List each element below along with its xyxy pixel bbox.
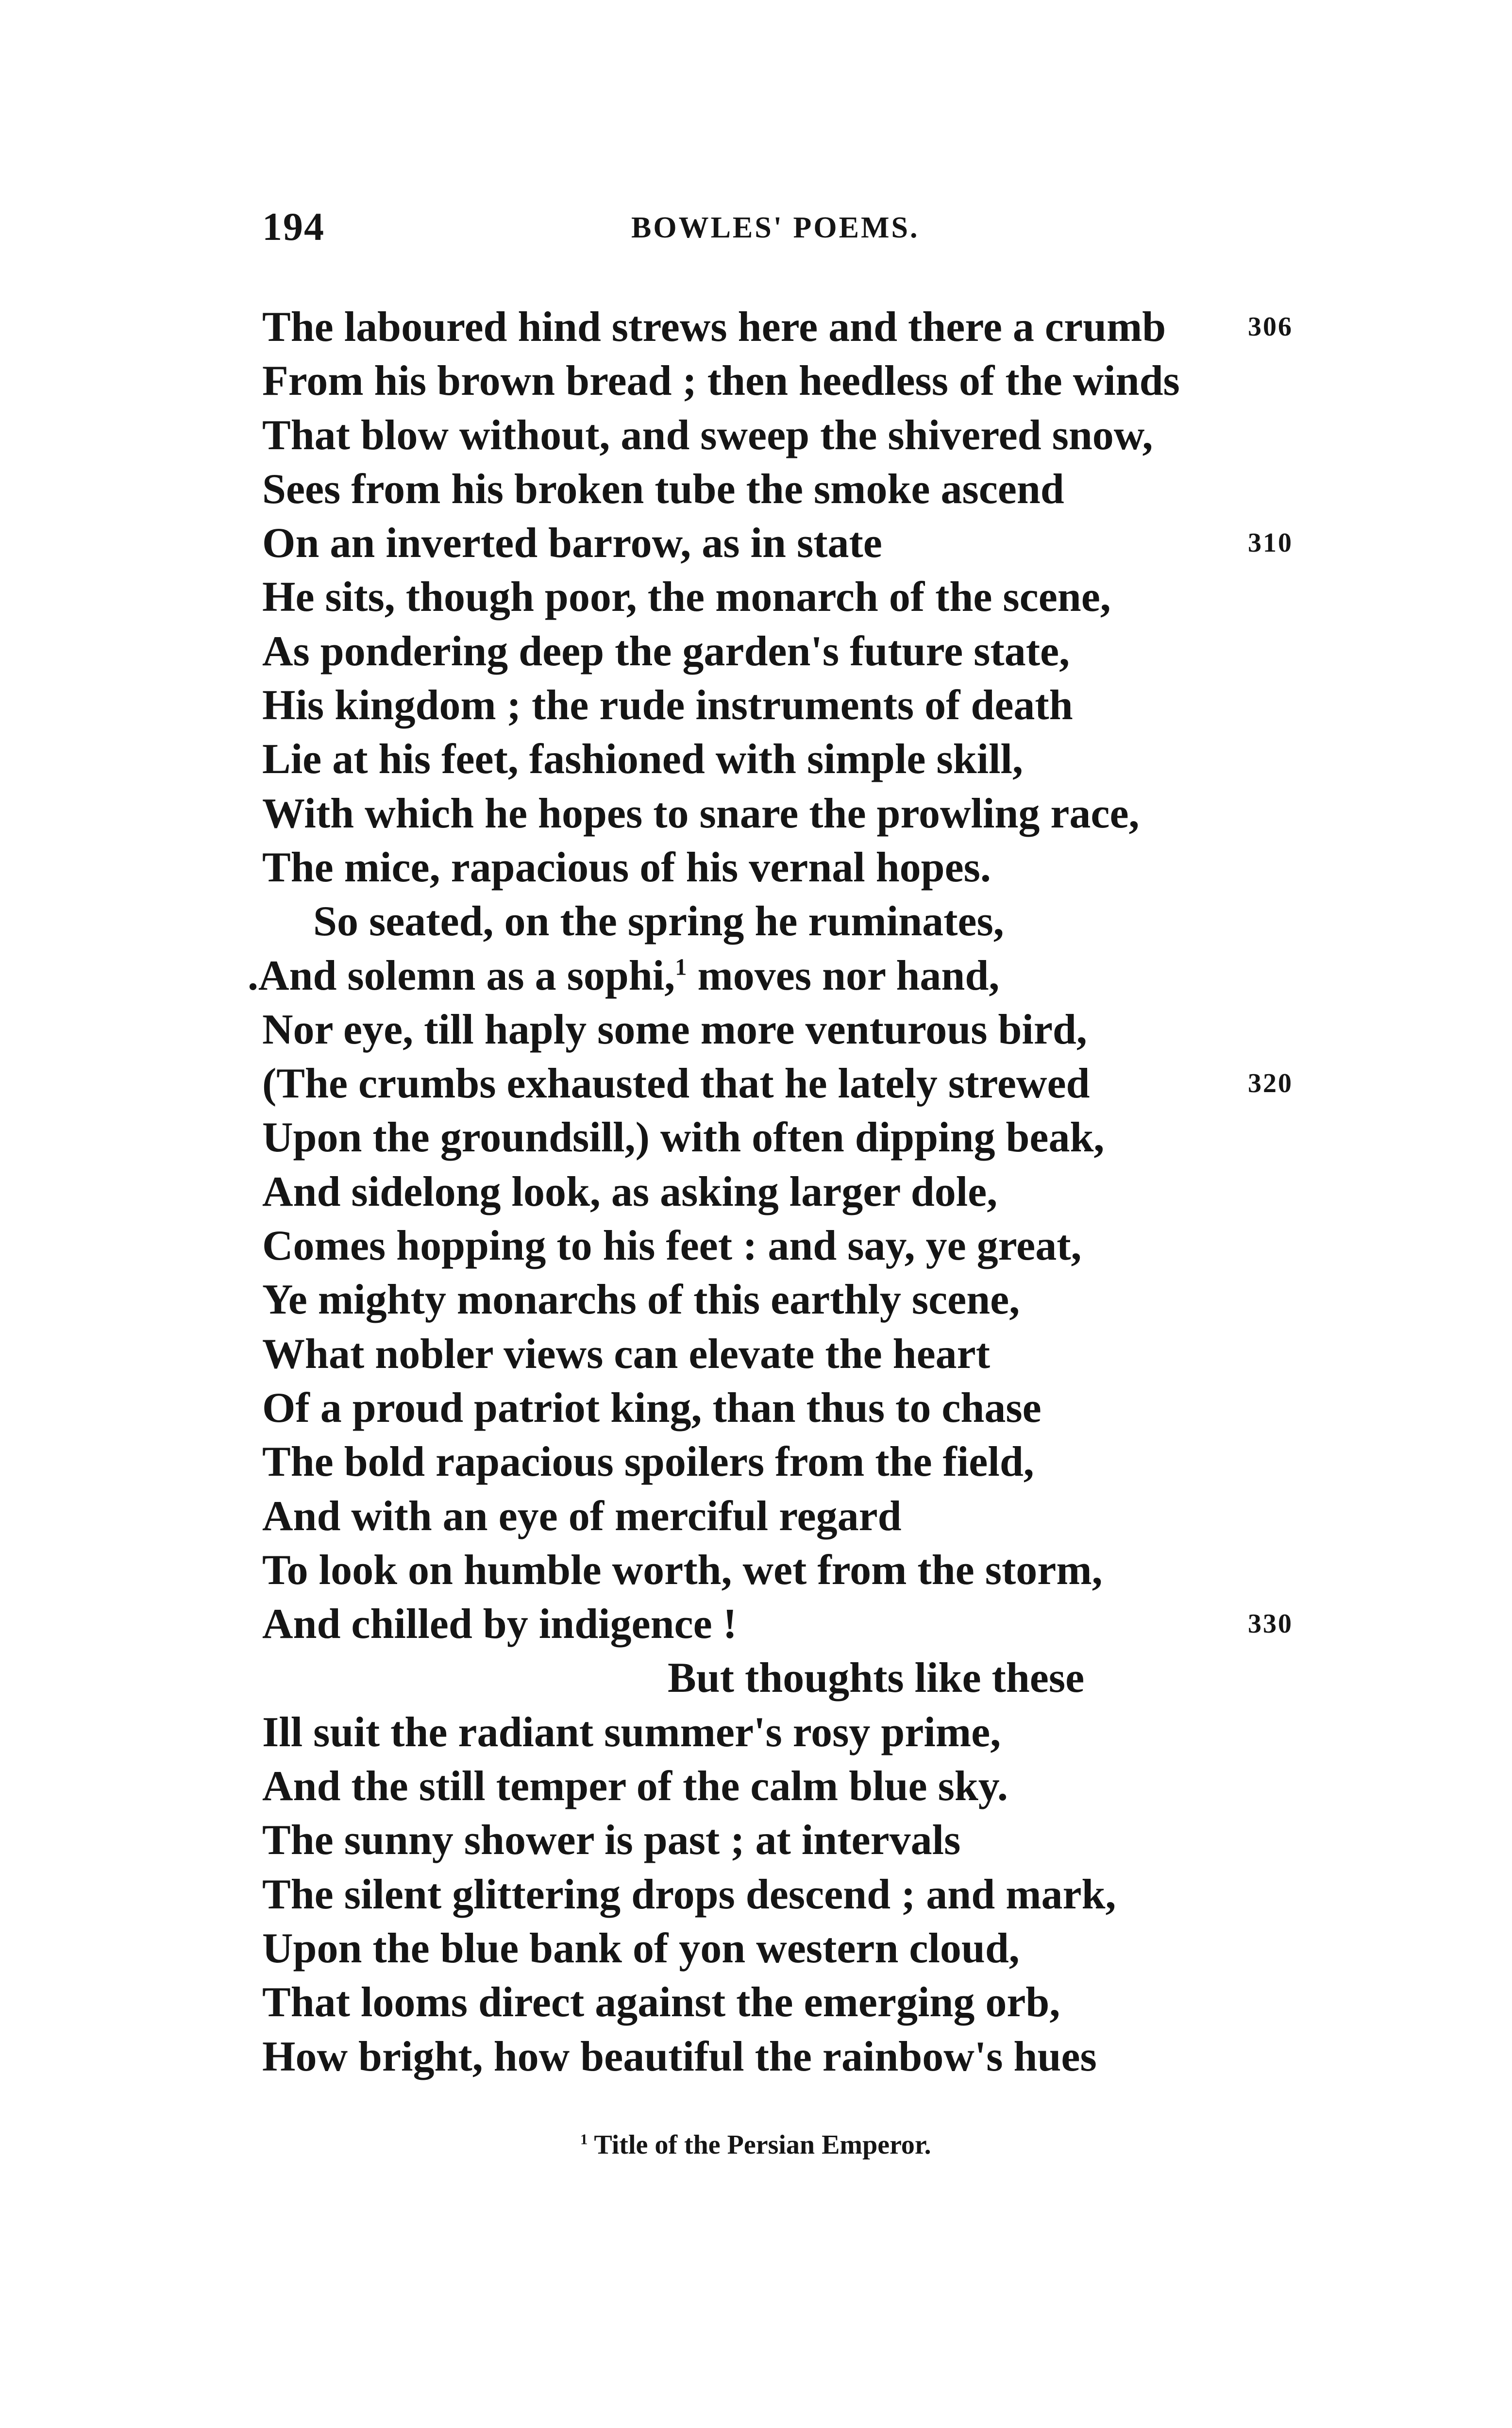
poem-line-main: On an inverted barrow, as in state (262, 520, 882, 567)
running-head: BOWLES' POEMS. (631, 211, 920, 244)
poem-line (262, 1111, 1321, 1164)
poem-line-text (262, 1543, 1103, 1597)
poem-line-text (262, 1273, 1020, 1327)
poem-line (262, 300, 1321, 354)
poem-line-text (262, 300, 1166, 354)
poem-line-main: That blow without, and sweep the shivered snow, (262, 411, 1153, 459)
poem-line (262, 732, 1321, 786)
poem-line-text (262, 1327, 990, 1381)
poem-line-text (262, 516, 882, 570)
poem-line-text (262, 624, 1070, 678)
poem-line (262, 1975, 1321, 2029)
poem-line (262, 354, 1321, 408)
poem-line (262, 1003, 1321, 1057)
line-number: 320 (1248, 1068, 1293, 1099)
poem-line (262, 1597, 1321, 1651)
poem-line-main: As pondering deep the garden's future state, (262, 627, 1070, 675)
poem-line-text (262, 1868, 1116, 1922)
poem-line-main: That looms direct against the emerging orb, (262, 1979, 1060, 2026)
poem-line-continuation: moves nor hand, (687, 952, 1000, 999)
poem-line-text (262, 1975, 1060, 2029)
line-number: 306 (1248, 312, 1293, 342)
poem-line-main: (The crumbs exhausted that he lately strewed (262, 1060, 1090, 1108)
poem-line (262, 1057, 1321, 1111)
poem-line-main: The silent glittering drops descend ; and mark, (262, 1871, 1116, 1918)
poem-line-text (262, 1759, 1008, 1813)
poem-line-text (262, 1705, 1001, 1759)
poem-line-text (262, 408, 1153, 462)
poem-line (248, 949, 1321, 1003)
footnote-reference: 1 (675, 954, 687, 980)
poem-line-main: Upon the groundsill,) with often dipping beak, (262, 1114, 1105, 1162)
poem-line-main: What nobler views can elevate the heart (262, 1330, 991, 1378)
poem-line-main: His kingdom ; the rude instruments of death (262, 682, 1073, 729)
page-header (262, 204, 1296, 257)
footnote-marker: 1 (580, 2131, 588, 2148)
poem-line-text (262, 1111, 1104, 1164)
poem-line-text (262, 2030, 1097, 2084)
poem-line-main: Ye mighty monarchs of this earthly scene, (262, 1276, 1020, 1324)
poem-line-text (262, 354, 1180, 408)
poem-line (262, 1273, 1321, 1327)
poem-line-main: Sees from his broken tube the smoke ascend (262, 465, 1064, 513)
poem-line-text (262, 1597, 737, 1651)
poem-line-text (262, 732, 1023, 786)
poem-line (262, 1543, 1321, 1597)
poem-line-text (262, 678, 1073, 732)
poem-line-text (262, 1003, 1087, 1057)
poem-line (262, 1759, 1321, 1813)
poem-line-main: Of a proud patriot king, than thus to chase (262, 1384, 1042, 1432)
poem-line-text (262, 1381, 1042, 1435)
poem-line (262, 570, 1321, 624)
poem-line-main: Nor eye, till haply some more venturous bird, (262, 1006, 1087, 1053)
line-number: 310 (1248, 528, 1293, 558)
poem-line-main: The mice, rapacious of his vernal hopes. (262, 843, 991, 891)
poem-line-text (313, 894, 1004, 948)
poem-line-main: From his brown bread ; then heedless of the winds (262, 357, 1180, 405)
poem-line-main: Upon the blue bank of yon western cloud, (262, 1924, 1020, 1972)
poem-line (262, 1705, 1321, 1759)
poem-line-main: The laboured hind strews here and there a crumb (262, 304, 1166, 351)
poem-line-text (668, 1651, 1084, 1705)
poem-line-main: So seated, on the spring he ruminates, (313, 898, 1004, 945)
poem-line-main: And with an eye of merciful regard (262, 1492, 902, 1540)
poem-line-main: Ill suit the radiant summer's rosy prime, (262, 1708, 1001, 1756)
line-number: 330 (1248, 1609, 1293, 1639)
poem-line (262, 1165, 1321, 1219)
poem-line (262, 1651, 1321, 1705)
poem-line (262, 516, 1321, 570)
poem-line-main: And sidelong look, as asking larger dole, (262, 1168, 998, 1215)
poem-line (262, 408, 1321, 462)
poem-line (262, 1922, 1321, 1975)
footnote-text: Title of the Persian Emperor. (588, 2130, 931, 2160)
poem-line (262, 841, 1321, 894)
poem-line-main: And the still temper of the calm blue sky. (262, 1763, 1008, 1810)
poem-line (262, 1489, 1321, 1543)
footnote (580, 2129, 931, 2160)
poem-line (262, 2030, 1321, 2084)
poem-line (262, 624, 1321, 678)
poem-line-main: The bold rapacious spoilers from the field, (262, 1438, 1034, 1486)
poem-line-main: To look on humble worth, wet from the storm, (262, 1546, 1103, 1594)
poem-line-text (248, 949, 999, 1003)
poem-line-text (262, 1057, 1090, 1111)
poem-line (262, 1381, 1321, 1435)
poem-line-main: He sits, though poor, the monarch of the scene, (262, 573, 1111, 621)
poem-line-main: How bright, how beautiful the rainbow's hues (262, 2033, 1097, 2080)
poem-line-text (262, 1813, 960, 1867)
poem-line-main: Lie at his feet, fashioned with simple skill, (262, 736, 1023, 783)
poem-line (262, 1327, 1321, 1381)
poem-line (262, 1435, 1321, 1489)
poem-line (262, 787, 1321, 841)
poem-line-text (262, 1219, 1082, 1273)
poem-line (262, 1868, 1321, 1922)
poem-line-text (262, 570, 1111, 624)
poem-line (262, 678, 1321, 732)
poem-line-text (262, 787, 1140, 841)
poem-line (262, 894, 1321, 948)
poem-line (262, 462, 1321, 516)
poem-line-main: The sunny shower is past ; at intervals (262, 1817, 961, 1864)
poem-line (262, 1813, 1321, 1867)
poem-line (262, 1219, 1321, 1273)
poem-line-text (262, 1435, 1034, 1489)
poem-line-text (262, 1489, 902, 1543)
poem-line-text (262, 841, 991, 894)
poem-line-text (262, 1922, 1020, 1975)
poem-body (248, 300, 1321, 2084)
poem-line-main: And chilled by indigence ! (262, 1601, 737, 1648)
poem-line-text (262, 462, 1064, 516)
poem-line-main: .And solemn as a sophi, (248, 952, 675, 999)
poem-line-main: With which he hopes to snare the prowling race, (262, 790, 1140, 837)
poem-line-main: But thoughts like these (668, 1654, 1085, 1702)
poem-line-main: Comes hopping to his feet : and say, ye great, (262, 1222, 1082, 1270)
poem-line-text (262, 1165, 997, 1219)
page-number: 194 (262, 204, 325, 249)
